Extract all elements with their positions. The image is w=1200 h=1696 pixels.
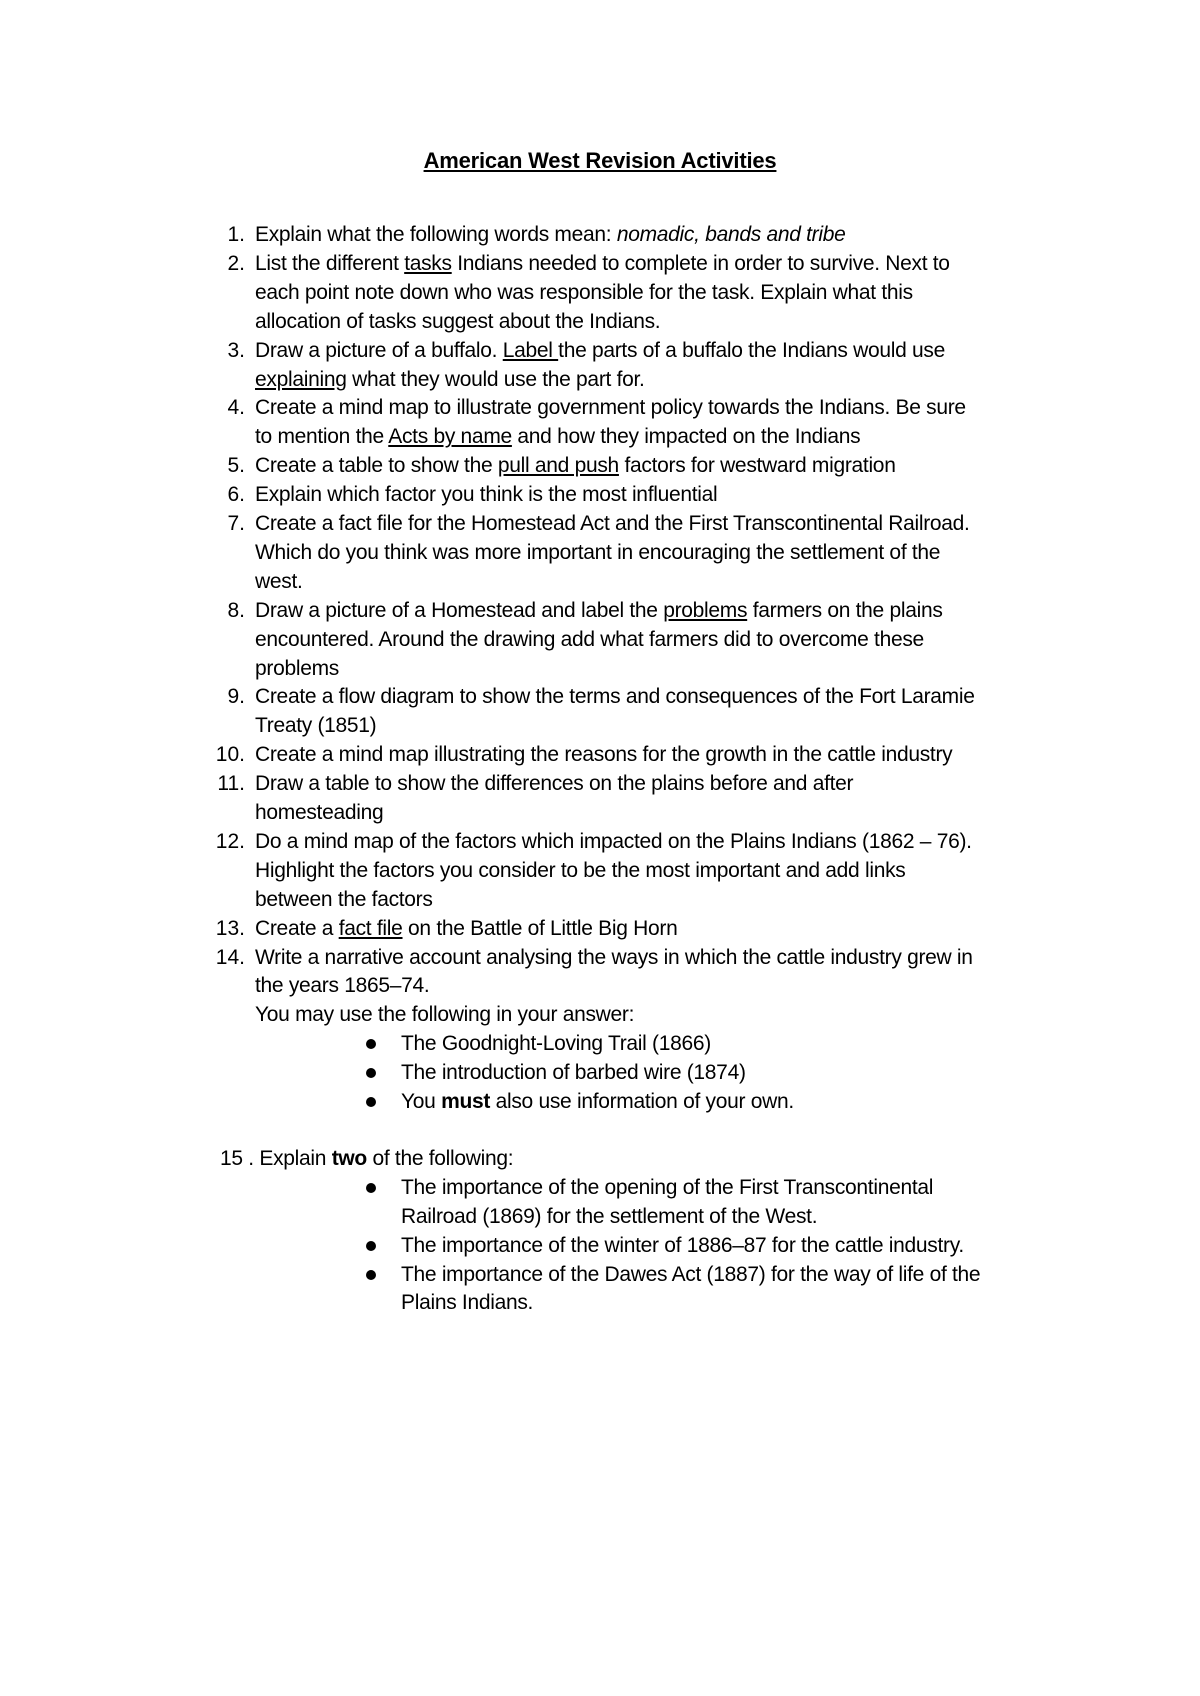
text-run: Write a narrative account analysing the ways in which the cattle industry grew in	[255, 945, 973, 969]
list-item-number: 8.	[227, 598, 245, 622]
list-item-text	[255, 741, 952, 769]
text-run: also use information of your own.	[490, 1090, 794, 1113]
bullet-icon	[366, 1183, 376, 1193]
text-run: Draw a picture of a buffalo.	[255, 338, 503, 362]
list-item-text	[255, 221, 845, 249]
list-item-text	[255, 337, 945, 365]
list-item-number: 5.	[227, 454, 245, 478]
text-run: Highlight the factors you consider to be the most important and add links	[255, 858, 906, 882]
text-run: Explain which factor you think is the most influential	[255, 483, 718, 507]
text-run: Draw a table to show the differences on the plains before and after	[255, 772, 854, 796]
list-item-text	[255, 655, 339, 683]
text-run: The Goodnight-Loving Trail (1866)	[401, 1032, 711, 1056]
text-run: Explain what the following words mean:	[255, 223, 617, 246]
bullet-item-text	[401, 1059, 746, 1087]
text-run: Create a table to show the	[255, 454, 498, 478]
text-run: 15 . Explain	[220, 1146, 332, 1170]
text-run: Create a	[255, 916, 339, 940]
text-run: allocation of tasks suggest about the Indians.	[255, 309, 661, 333]
text-run: encountered. Around the drawing add what farmers did to overcome these	[255, 627, 924, 651]
list-item-text	[255, 944, 973, 972]
text-run: The introduction of barbed wire (1874)	[401, 1061, 746, 1085]
list-item-number: 3.	[227, 338, 245, 362]
text-run: to mention the	[255, 425, 389, 449]
text-run: Create a fact file for the Homestead Act and the First Transcontinental Railroad.	[255, 512, 970, 535]
list-item-text	[255, 770, 853, 798]
bullet-item-text	[401, 1232, 964, 1260]
text-run: You may use the following in your answer:	[255, 1003, 635, 1027]
bullet-item-text	[401, 1030, 711, 1058]
text-run: Railroad (1869) for the settlement of the West.	[401, 1204, 818, 1228]
bold-text: two	[331, 1146, 367, 1170]
list-item-number: 7.	[227, 512, 245, 535]
list-item-text	[255, 394, 966, 422]
underlined-text: fact file	[338, 916, 403, 940]
text-run: west.	[255, 569, 303, 593]
list-item-text	[255, 481, 717, 509]
list-item-text	[255, 308, 660, 336]
underlined-text: problems	[663, 598, 748, 622]
bullet-item-text	[401, 1261, 980, 1289]
list-item-number: 10.	[215, 743, 245, 767]
list-item-number: 9.	[227, 685, 245, 709]
bullet-icon	[366, 1097, 376, 1107]
text-run: You	[401, 1090, 442, 1113]
list-item-text	[255, 1001, 634, 1029]
list-item-number: 11.	[217, 772, 245, 796]
text-run: Indians needed to complete in order to survive. Next to	[451, 251, 950, 275]
text-run: the parts of a buffalo the Indians would use	[558, 338, 946, 362]
list-item-number: 6.	[227, 483, 245, 507]
text-run: Treaty (1851)	[255, 714, 377, 738]
text-run: the years 1865–74.	[255, 974, 430, 998]
text-run: problems	[255, 656, 339, 680]
text-run: Create a mind map illustrating the reasons for the growth in the cattle industry	[255, 743, 953, 767]
bullet-item-text	[401, 1088, 794, 1116]
text-run: Create a mind map to illustrate government policy towards the Indians. Be sure	[255, 396, 966, 420]
text-run: between the factors	[255, 887, 433, 911]
italic-text: nomadic, bands and tribe	[616, 223, 846, 246]
list-item-text	[255, 857, 905, 885]
list-item-text	[255, 510, 970, 538]
text-run: Create a flow diagram to show the terms and consequences of the Fort Laramie	[255, 685, 975, 709]
underlined-text: pull and push	[497, 454, 619, 478]
text-run: factors for westward migration	[618, 454, 896, 478]
bullet-item-text	[401, 1203, 817, 1231]
underlined-text: explaining	[255, 367, 347, 391]
list-item-number: 1.	[227, 223, 245, 246]
list-item-number: 13.	[215, 916, 245, 940]
list-item-text	[255, 626, 924, 654]
text-run: The importance of the Dawes Act (1887) for the way of life of the	[401, 1262, 981, 1286]
text-run: each point note down who was responsible for the task. Explain what this	[255, 280, 913, 304]
bullet-icon	[366, 1270, 376, 1280]
list-item-text	[255, 568, 303, 596]
text-run: Do a mind map of the factors which impacted on the Plains Indians (1862 – 76).	[255, 829, 972, 853]
list-item-text	[255, 972, 429, 1000]
list-item-text	[255, 597, 943, 625]
text-run: Plains Indians.	[401, 1291, 534, 1315]
bold-text: must	[441, 1090, 491, 1113]
text-run: on the Battle of Little Big Horn	[402, 916, 678, 940]
list-item-text	[255, 279, 913, 307]
list-item-text	[255, 250, 950, 278]
list-item-text	[255, 828, 972, 856]
list-item-text	[255, 452, 896, 480]
list-item-text	[255, 539, 940, 567]
text-run: what they would use the part for.	[346, 367, 645, 391]
underlined-text: tasks	[404, 251, 452, 275]
item-15-lead	[220, 1145, 513, 1173]
bullet-icon	[366, 1039, 376, 1049]
bullet-item-text	[401, 1289, 533, 1317]
text-run: The importance of the opening of the First Transcontinental	[401, 1175, 934, 1199]
list-item-text	[255, 915, 677, 943]
list-item-text	[255, 712, 376, 740]
page-title: American West Revision Activities	[423, 148, 777, 173]
list-item-number: 14.	[215, 945, 245, 969]
list-item-number: 2.	[227, 251, 245, 275]
bullet-icon	[366, 1068, 376, 1078]
underlined-text: Acts by name	[388, 425, 512, 449]
list-item-text	[255, 799, 383, 827]
text-run: Draw a picture of a Homestead and label the	[255, 598, 664, 622]
text-run: Which do you think was more important in encouraging the settlement of the	[255, 540, 941, 564]
list-item-text	[255, 366, 645, 394]
underlined-text: Label	[502, 338, 559, 362]
list-item-text	[255, 683, 975, 711]
text-run: and how they impacted on the Indians	[511, 425, 861, 449]
bullet-item-text	[401, 1174, 933, 1202]
list-item-text	[255, 886, 433, 914]
bullet-icon	[366, 1241, 376, 1251]
list-item-number: 4.	[227, 396, 245, 420]
list-item-number: 12.	[215, 829, 245, 853]
text-run: of the following:	[366, 1146, 514, 1170]
text-run: The importance of the winter of 1886–87 for the cattle industry.	[401, 1233, 964, 1257]
list-item-text	[255, 423, 860, 451]
text-run: farmers on the plains	[747, 598, 943, 622]
text-run: homesteading	[255, 801, 384, 824]
text-run: List the different	[255, 251, 405, 275]
